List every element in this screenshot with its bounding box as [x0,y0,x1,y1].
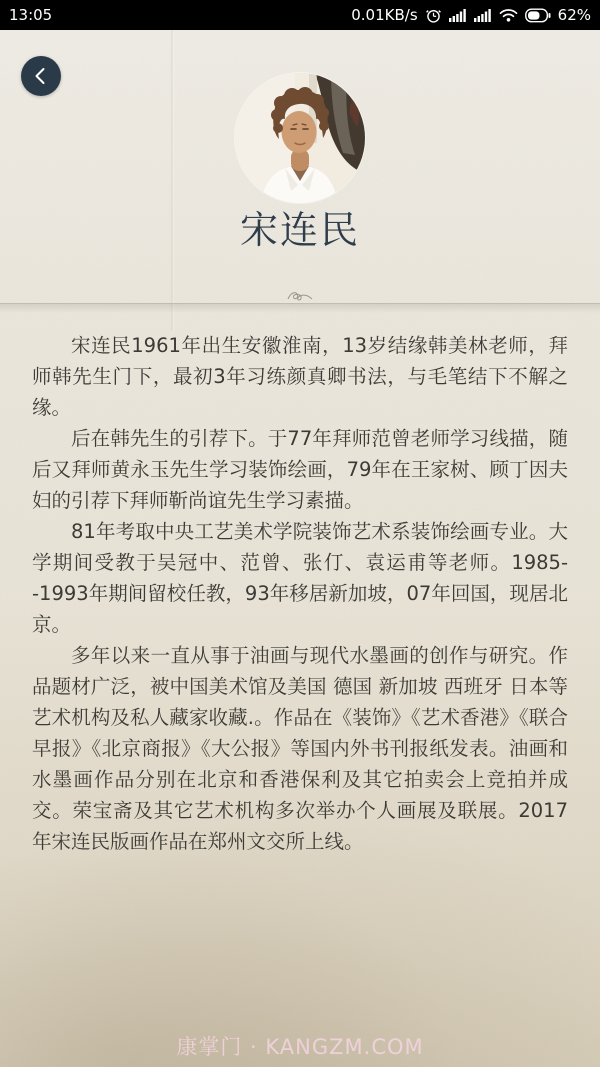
avatar [235,73,365,203]
artist-name: 宋连民 [239,208,360,252]
wifi-icon [499,8,518,22]
battery-percent: 62% [557,6,591,24]
alarm-icon [425,7,442,24]
bio-paragraph: 81年考取中央工艺美术学院装饰艺术系装饰绘画专业。大学期间受教于吴冠中、范曾、张仃、袁运甫等老师。1985--1993年期间留校任教，93年移居新加坡，07年回国，现居北京。 [32,520,568,636]
watermark: 康掌门 · KANGZM.COM [176,1035,424,1059]
section-divider [0,303,600,304]
back-chevron-icon [31,64,51,88]
bio-paragraph: 后在韩先生的引荐下。于77年拜师范曾老师学习线描，随后又拜师黄永玉先生学习装饰绘画，79年在王家树、顾丁因夫妇的引荐下拜师靳尚谊先生学习素描。 [32,427,568,512]
paper-crease [170,30,175,330]
divider-ornament-icon [286,288,314,304]
divider-shadow [0,304,600,313]
signal-bars-icon [474,8,492,22]
status-bar-right [351,6,591,24]
signal-bars-icon [449,8,467,22]
bio-paragraph: 宋连民1961年出生安徽淮南，13岁结缘韩美林老师，拜师韩先生门下，最初3年习练颜真卿书法，与毛笔结下不解之缘。 [32,334,568,419]
battery-icon [525,8,551,23]
bio-paragraph: 多年以来一直从事于油画与现代水墨画的创作与研究。作品题材广泛，被中国美术馆及美国 德国 新加坡 西班牙 日本等艺术机构及私人藏家收藏.。作品在《装饰》《艺术香港》《联合早报》《北京商报》《大公报》等国内外书刊报纸发表。油画和水墨画作品分别在北京和香港保利及其它拍卖会上竞拍并成交。荣宝斋及其它艺术机构多次举办个人画展及联展。2017年宋连民版画作品在郑州文交所上线。 [32,644,568,853]
network-speed: 0.01KB/s [351,6,418,24]
artist-photo [235,73,365,203]
status-time: 13:05 [9,6,53,24]
status-bar [0,0,600,30]
bio-content [0,330,600,857]
back-button[interactable] [21,56,61,96]
